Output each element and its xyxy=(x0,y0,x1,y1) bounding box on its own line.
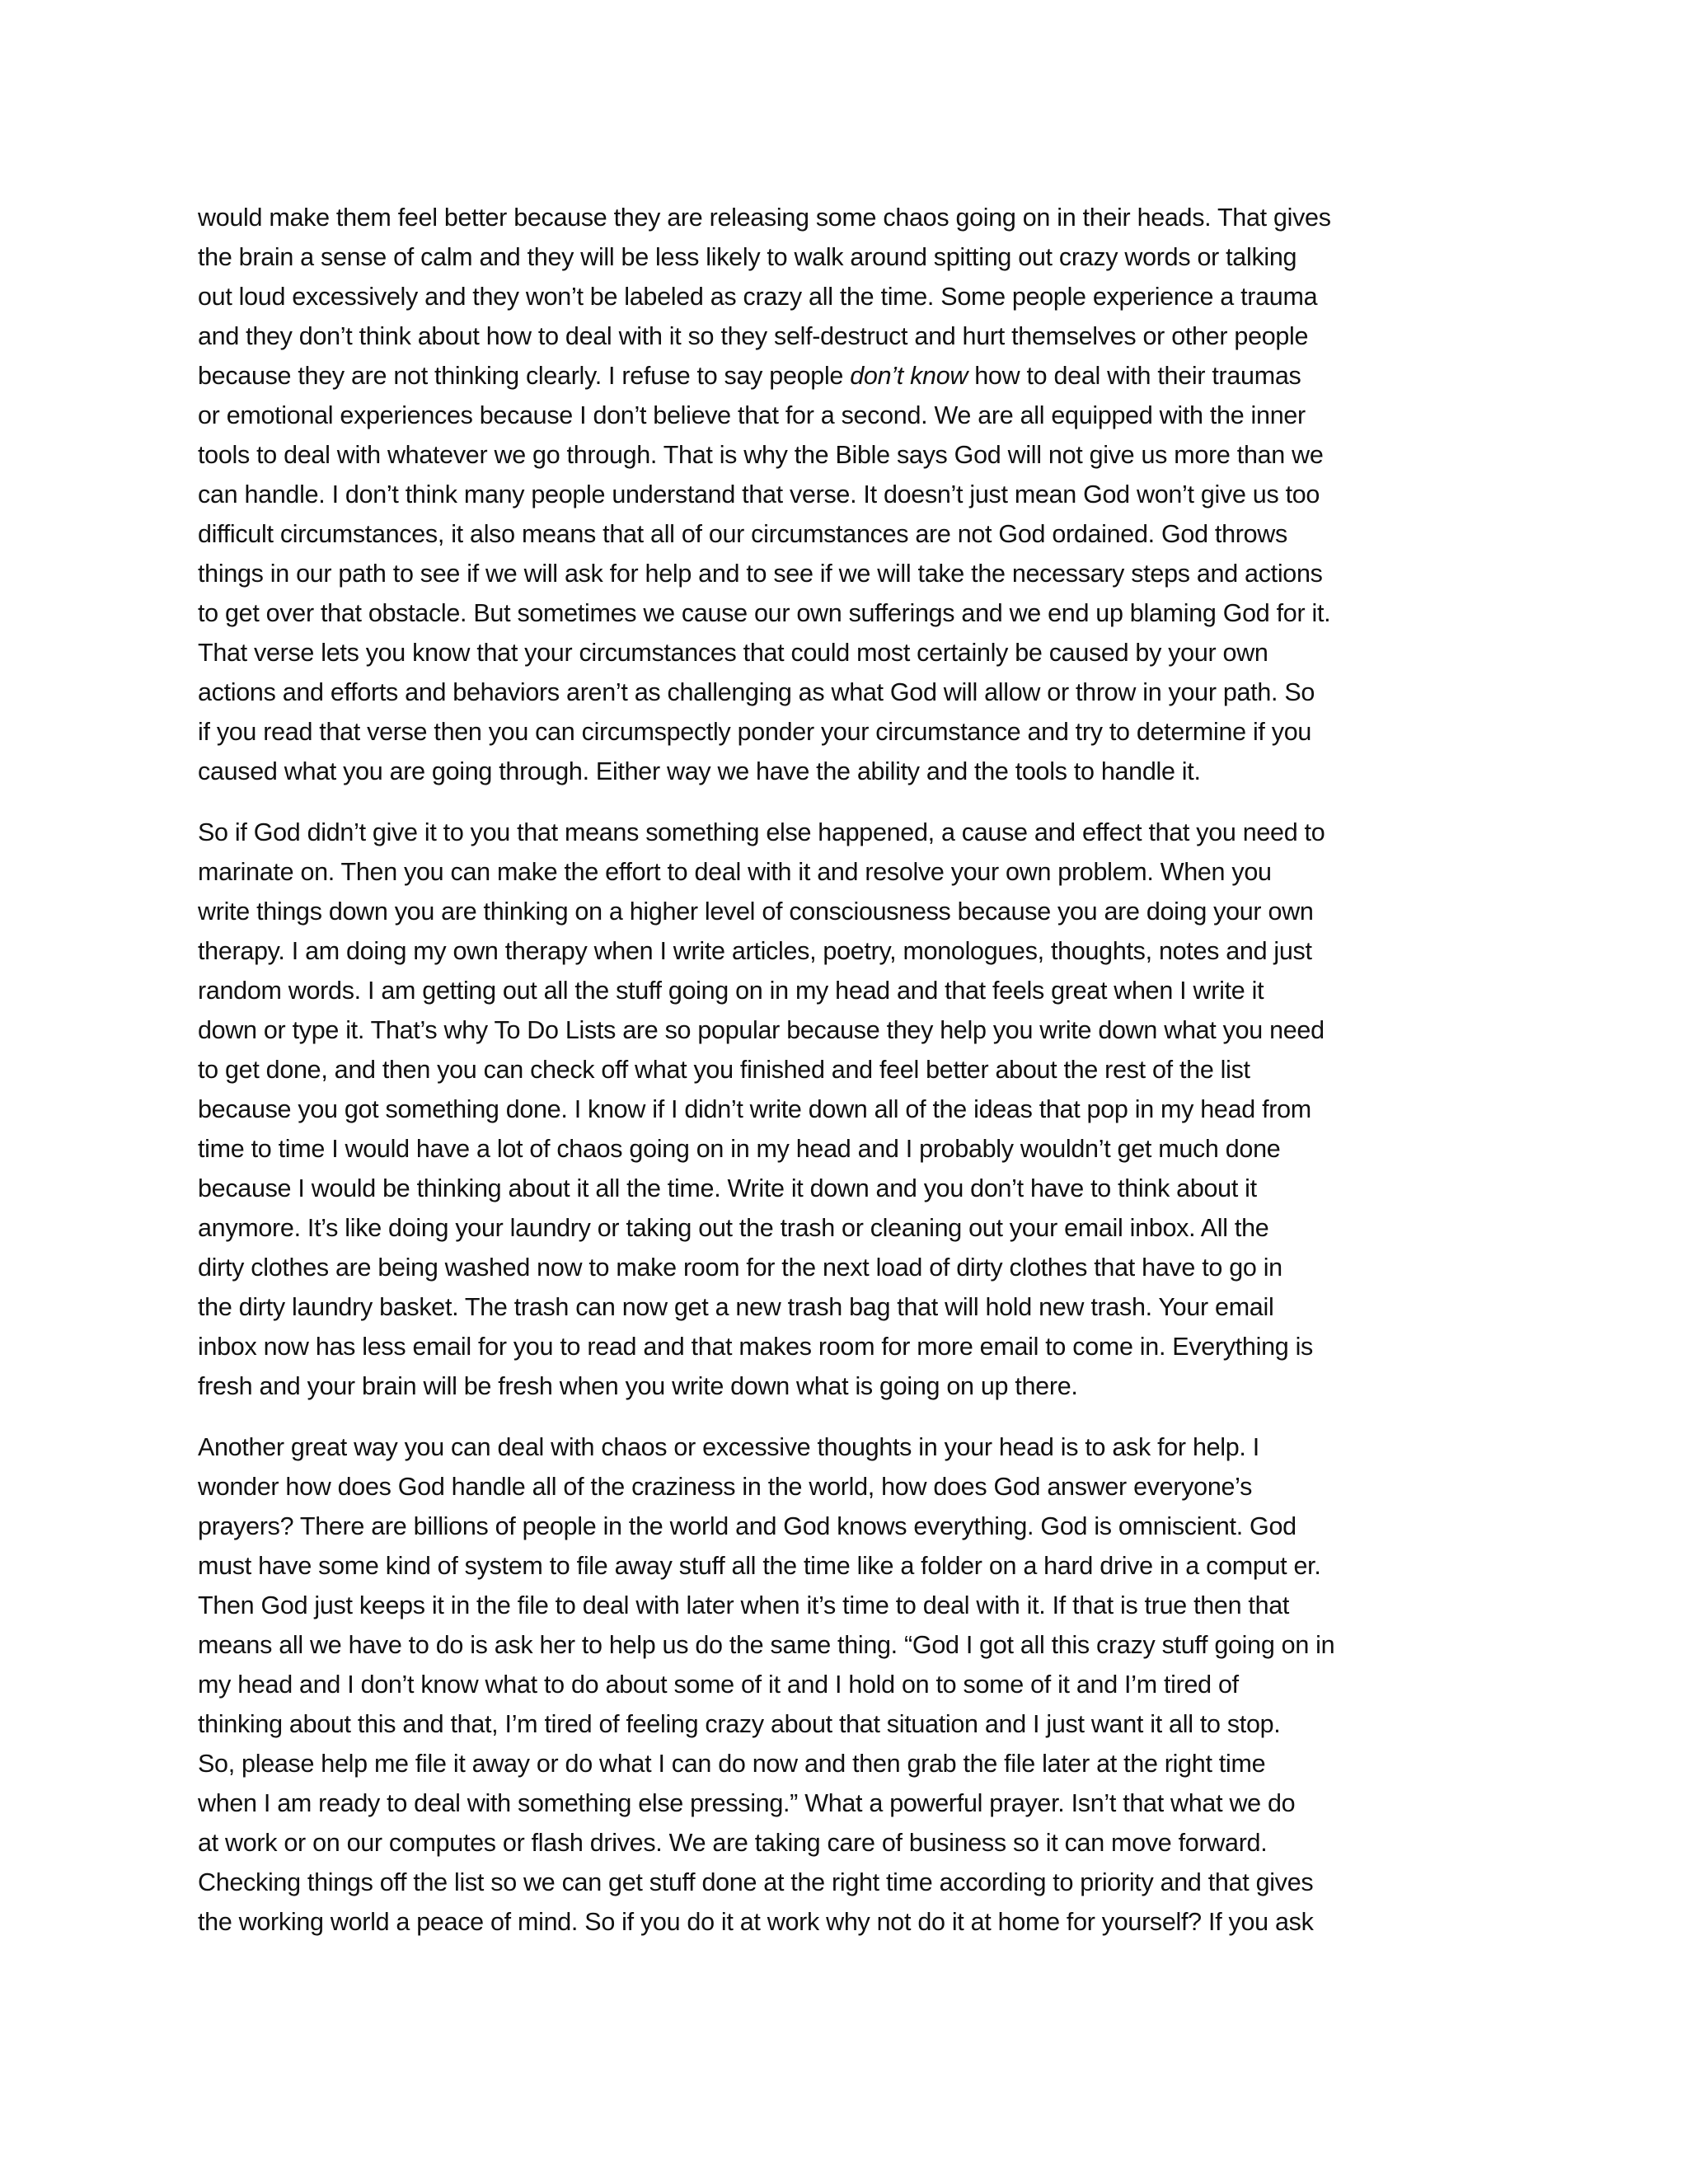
text-line: inbox now has less email for you to read and that makes room for more email to come in. Everything is xyxy=(198,1333,1313,1361)
paragraph xyxy=(198,198,1484,791)
emphasized-text: don’t know xyxy=(850,362,968,390)
text-line: to get done, and then you can check off what you finished and feel better about the rest of the list xyxy=(198,1056,1250,1084)
text-line: down or type it. That’s why To Do Lists are so popular because they help you write down what you need xyxy=(198,1016,1325,1044)
text-line: or emotional experiences because I don’t believe that for a second. We are all equipped with the inner xyxy=(198,401,1306,429)
text-line: when I am ready to deal with something else pressing.” What a powerful prayer. Isn’t that what we do xyxy=(198,1789,1296,1817)
text-line: random words. I am getting out all the stuff going on in my head and that feels great when I write it xyxy=(198,977,1264,1005)
text-line: Then God just keeps it in the file to deal with later when it’s time to deal with it. If that is true then that xyxy=(198,1591,1290,1619)
text-line: tools to deal with whatever we go through. That is why the Bible says God will not give us more than we xyxy=(198,441,1324,469)
text-line: my head and I don’t know what to do about some of it and I hold on to some of it and I’m tired of xyxy=(198,1671,1239,1699)
text-run: because they are not thinking clearly. I refuse to say people xyxy=(198,362,851,390)
text-line: Another great way you can deal with chaos or excessive thoughts in your head is to ask for help. I xyxy=(198,1433,1259,1461)
text-line: because I would be thinking about it all the time. Write it down and you don’t have to think about it xyxy=(198,1174,1257,1202)
text-line: would make them feel better because they are releasing some chaos going on in their heads. That gives xyxy=(198,204,1331,232)
text-line: fresh and your brain will be fresh when you write down what is going on up there. xyxy=(198,1372,1078,1400)
text-line: write things down you are thinking on a higher level of consciousness because you are doing your own xyxy=(198,898,1314,926)
text-line: to get over that obstacle. But sometimes we cause our own sufferings and we end up blaming God for it. xyxy=(198,599,1331,627)
paragraph xyxy=(198,1427,1484,1942)
text-line: time to time I would have a lot of chaos going on in my head and I probably wouldn’t get much done xyxy=(198,1135,1281,1163)
text-line: because you got something done. I know if I didn’t write down all of the ideas that pop in my head from xyxy=(198,1095,1311,1123)
text-run: how to deal with their traumas xyxy=(968,362,1301,390)
text-line: means all we have to do is ask her to help us do the same thing. “God I got all this crazy stuff going on in xyxy=(198,1631,1335,1659)
text-line: prayers? There are billions of people in the world and God knows everything. God is omniscient. God xyxy=(198,1512,1296,1540)
text-line: if you read that verse then you can circumspectly ponder your circumstance and try to determine if you xyxy=(198,718,1312,746)
text-line: difficult circumstances, it also means that all of our circumstances are not God ordained. God throws xyxy=(198,520,1287,548)
text-line: the working world a peace of mind. So if you do it at work why not do it at home for yourself? If you ask xyxy=(198,1908,1314,1936)
text-line: That verse lets you know that your circumstances that could most certainly be caused by your own xyxy=(198,639,1268,667)
text-line: wonder how does God handle all of the craziness in the world, how does God answer everyone’s xyxy=(198,1473,1253,1501)
text-line: out loud excessively and they won’t be labeled as crazy all the time. Some people experience a trauma xyxy=(198,283,1318,311)
body-text xyxy=(198,198,1484,1942)
text-line: caused what you are going through. Either way we have the ability and the tools to handle it. xyxy=(198,757,1201,785)
text-line: So if God didn’t give it to you that means something else happened, a cause and effect that you need to xyxy=(198,818,1325,846)
text-line: and they don’t think about how to deal with it so they self-destruct and hurt themselves or other people xyxy=(198,322,1309,350)
text-line: actions and efforts and behaviors aren’t as challenging as what God will allow or throw in your path. So xyxy=(198,678,1315,706)
text-line: marinate on. Then you can make the effort to deal with it and resolve your own problem. When you xyxy=(198,858,1272,886)
text-line: can handle. I don’t think many people understand that verse. It doesn’t just mean God won’t give us too xyxy=(198,480,1320,509)
text-line: dirty clothes are being washed now to make room for the next load of dirty clothes that have to go in xyxy=(198,1254,1282,1282)
text-line: must have some kind of system to file away stuff all the time like a folder on a hard drive in a comput er. xyxy=(198,1552,1321,1580)
text-line: thinking about this and that, I’m tired of feeling crazy about that situation and I just want it all to stop. xyxy=(198,1710,1281,1738)
text-line xyxy=(198,356,1484,396)
text-line: anymore. It’s like doing your laundry or taking out the trash or cleaning out your email inbox. All the xyxy=(198,1214,1269,1242)
text-line: at work or on our computes or flash drives. We are taking care of business so it can move forward. xyxy=(198,1829,1268,1857)
paragraph xyxy=(198,813,1484,1406)
text-line: the brain a sense of calm and they will be less likely to walk around spitting out crazy words or talking xyxy=(198,243,1297,271)
text-line: things in our path to see if we will ask for help and to see if we will take the necessary steps and actions xyxy=(198,560,1323,588)
text-line: therapy. I am doing my own therapy when I write articles, poetry, monologues, thoughts, notes and just xyxy=(198,937,1312,965)
text-line: So, please help me file it away or do what I can do now and then grab the file later at the right time xyxy=(198,1750,1266,1778)
text-line: the dirty laundry basket. The trash can now get a new trash bag that will hold new trash. Your email xyxy=(198,1293,1274,1321)
text-line: Checking things off the list so we can get stuff done at the right time according to priority and that gives xyxy=(198,1868,1314,1896)
